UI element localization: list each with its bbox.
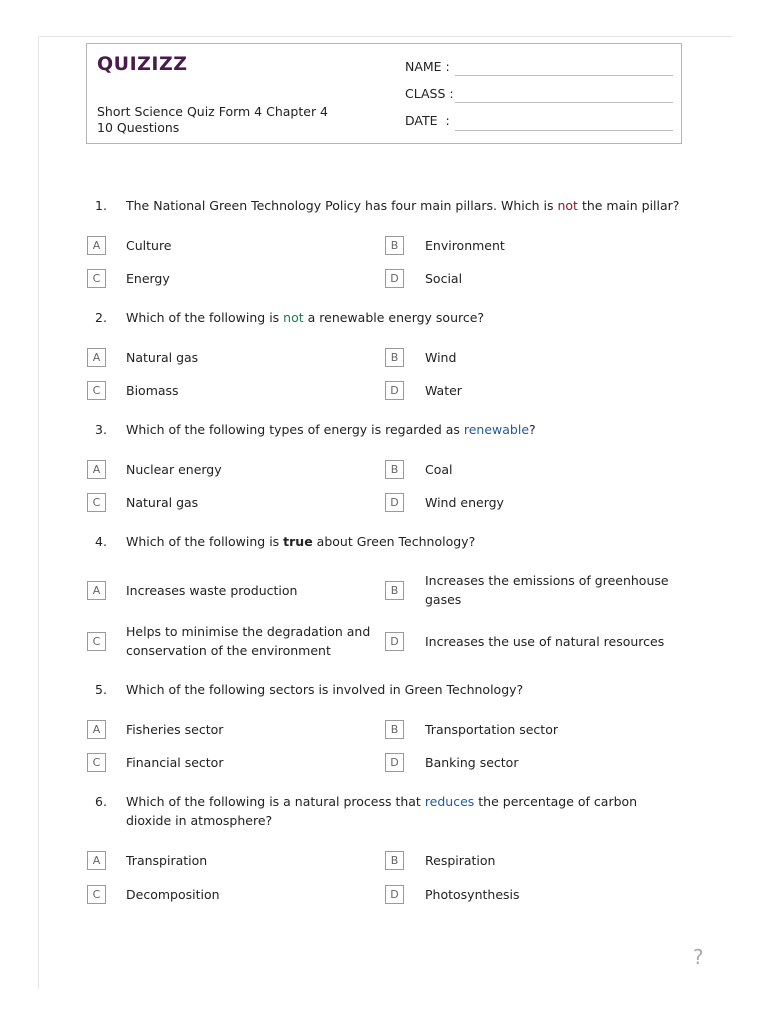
option-letter-box: B [385,236,404,255]
question-number: 1. [95,198,107,213]
option-text: Nuclear energy [126,462,222,477]
option-letter-box: C [87,381,106,400]
option-letter-box: C [87,269,106,288]
option-text: Fisheries sector [126,722,224,737]
option-text: Helps to minimise the degradation and conservation of the environment [126,624,371,658]
question-number: 2. [95,310,107,325]
option-letter-box: D [385,753,404,772]
option-text: Decomposition [126,887,220,902]
question-text: Which of the following types of energy is regarded as renewable? [126,422,536,437]
question-number: 6. [95,794,107,809]
option-text: Increases the emissions of greenhouse gases [425,573,669,607]
option-text: Water [425,383,462,398]
option-text: Energy [126,271,170,286]
option-letter-box: B [385,851,404,870]
question-number: 3. [95,422,107,437]
option-text: Environment [425,238,505,253]
option-letter-box: C [87,493,106,512]
option-letter-box: C [87,632,106,651]
class-label: CLASS : [405,86,454,101]
option-letter-box: A [87,851,106,870]
option-letter-box: B [385,720,404,739]
option-text: Transpiration [126,853,208,868]
question-text: Which of the following sectors is involved in Green Technology? [126,682,524,697]
option-text: Increases the use of natural resources [425,634,665,649]
worksheet-page [38,36,733,989]
option-letter-box: D [385,632,404,651]
option-letter-box: C [87,885,106,904]
class-line [455,102,673,103]
option-text: Social [425,271,463,286]
option-text: Culture [126,238,172,253]
option-text: Natural gas [126,350,199,365]
option-letter-box: A [87,581,106,600]
name-line [455,75,673,76]
question-text: Which of the following is true about Green Technology? [126,534,476,549]
option-text: Natural gas [126,495,199,510]
question-text: The National Green Technology Policy has four main pillars. Which is not the main pillar? [126,198,680,213]
option-letter-box: C [87,753,106,772]
help-icon[interactable]: ? [693,945,704,969]
question-number: 4. [95,534,107,549]
option-text: Financial sector [126,755,224,770]
option-letter-box: B [385,581,404,600]
option-letter-box: D [385,493,404,512]
date-line [455,130,673,131]
question-count: 10 Questions [97,120,180,135]
option-text: Increases waste production [126,583,298,598]
worksheet-header [86,43,682,144]
option-letter-box: B [385,348,404,367]
option-text: Coal [425,462,453,477]
option-text: Banking sector [425,755,519,770]
option-letter-box: D [385,381,404,400]
option-text: Respiration [425,853,496,868]
option-letter-box: D [385,269,404,288]
option-text: Wind [425,350,457,365]
date-label: DATE : [405,113,450,128]
option-letter-box: A [87,720,106,739]
quizizz-logo: QUIZIZZ [97,53,188,75]
question-number: 5. [95,682,107,697]
option-letter-box: A [87,460,106,479]
question-text: Which of the following is not a renewable energy source? [126,310,485,325]
option-letter-box: D [385,885,404,904]
option-text: Transportation sector [425,722,558,737]
option-letter-box: A [87,348,106,367]
option-text: Photosynthesis [425,887,520,902]
quiz-title: Short Science Quiz Form 4 Chapter 4 [97,104,329,119]
option-text: Wind energy [425,495,504,510]
name-label: NAME : [405,59,450,74]
option-letter-box: B [385,460,404,479]
option-text: Biomass [126,383,179,398]
question-text: Which of the following is a natural process that reduces the percentage of carbon dioxide in atmosphere? [126,794,638,828]
option-letter-box: A [87,236,106,255]
